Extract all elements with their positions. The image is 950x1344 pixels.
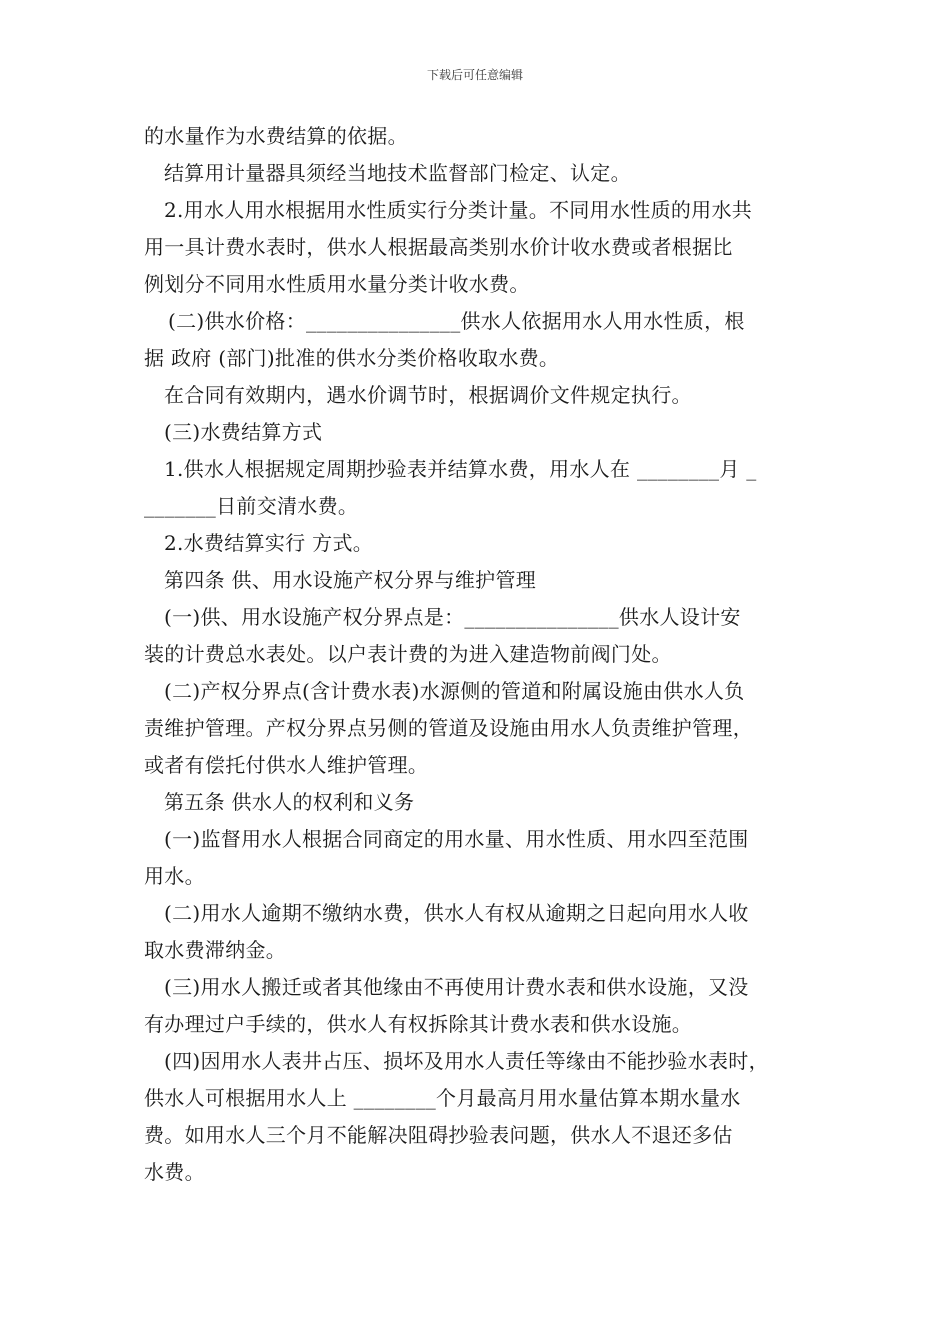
text-line: 例划分不同用水性质用水量分类计收水费。 [144, 272, 530, 296]
text-line: (二)产权分界点(含计费水表)水源侧的管道和附属设施由供水人负 [164, 679, 745, 703]
text-line: 第四条 供、用水设施产权分界与维护管理 [164, 568, 537, 592]
text-line: _______日前交清水费。 [144, 494, 359, 518]
text-line: (四)因用水人表井占压、损坏及用水人责任等缘由不能抄验水表时， [164, 1049, 769, 1073]
text-line: 取水费滞纳金。 [144, 938, 287, 962]
text-line: 用水。 [144, 864, 205, 888]
text-line: 费。如用水人三个月不能解决阻碍抄验表问题，供水人不退还多估 [144, 1123, 733, 1147]
text-line: 供水人可根据用水人上 ________个月最高月用水量估算本期水量水 [144, 1086, 741, 1110]
text-line: 的水量作为水费结算的依据。 [144, 124, 408, 148]
text-line: 水费。 [144, 1160, 205, 1184]
text-line: 或者有偿托付供水人维护管理。 [144, 753, 429, 777]
document-body [144, 118, 816, 1191]
page-header: 下载后可任意编辑 [426, 68, 523, 82]
text-line: 2.用水人用水根据用水性质实行分类计量。不同用水性质的用水共 [164, 198, 753, 222]
text-line: (二)供水价格：_______________供水人依据用水人用水性质，根 [168, 309, 745, 333]
text-line: (三)水费结算方式 [164, 420, 323, 444]
text-line: 第五条 供水人的权利和义务 [164, 790, 415, 814]
text-line: (三)用水人搬迁或者其他缘由不再使用计费水表和供水设施，又没 [164, 975, 749, 999]
text-line: (一)供、用水设施产权分界点是：_______________供水人设计安 [164, 605, 741, 629]
text-line: 结算用计量器具须经当地技术监督部门检定、认定。 [164, 161, 631, 185]
text-line: (一)监督用水人根据合同商定的用水量、用水性质、用水四至范围 [164, 827, 749, 851]
text-line: 在合同有效期内，遇水价调节时，根据调价文件规定执行。 [164, 383, 692, 407]
text-line: 用一具计费水表时，供水人根据最高类别水价计收水费或者根据比 [144, 235, 733, 259]
text-line: 有办理过户手续的，供水人有权拆除其计费水表和供水设施。 [144, 1012, 693, 1036]
text-line: (二)用水人逾期不缴纳水费，供水人有权从逾期之日起向用水人收 [164, 901, 749, 925]
text-line: 装的计费总水表处。以户表计费的为进入建造物前阀门处。 [144, 642, 672, 666]
text-line: 责维护管理。产权分界点另侧的管道及设施由用水人负责维护管理， [144, 716, 753, 740]
text-line: 2.水费结算实行 方式。 [164, 531, 374, 555]
text-line: 据 政府 (部门)批准的供水分类价格收取水费。 [144, 346, 560, 370]
text-line: 1.供水人根据规定周期抄验表并结算水费，用水人在 ________月 _ [164, 457, 757, 481]
